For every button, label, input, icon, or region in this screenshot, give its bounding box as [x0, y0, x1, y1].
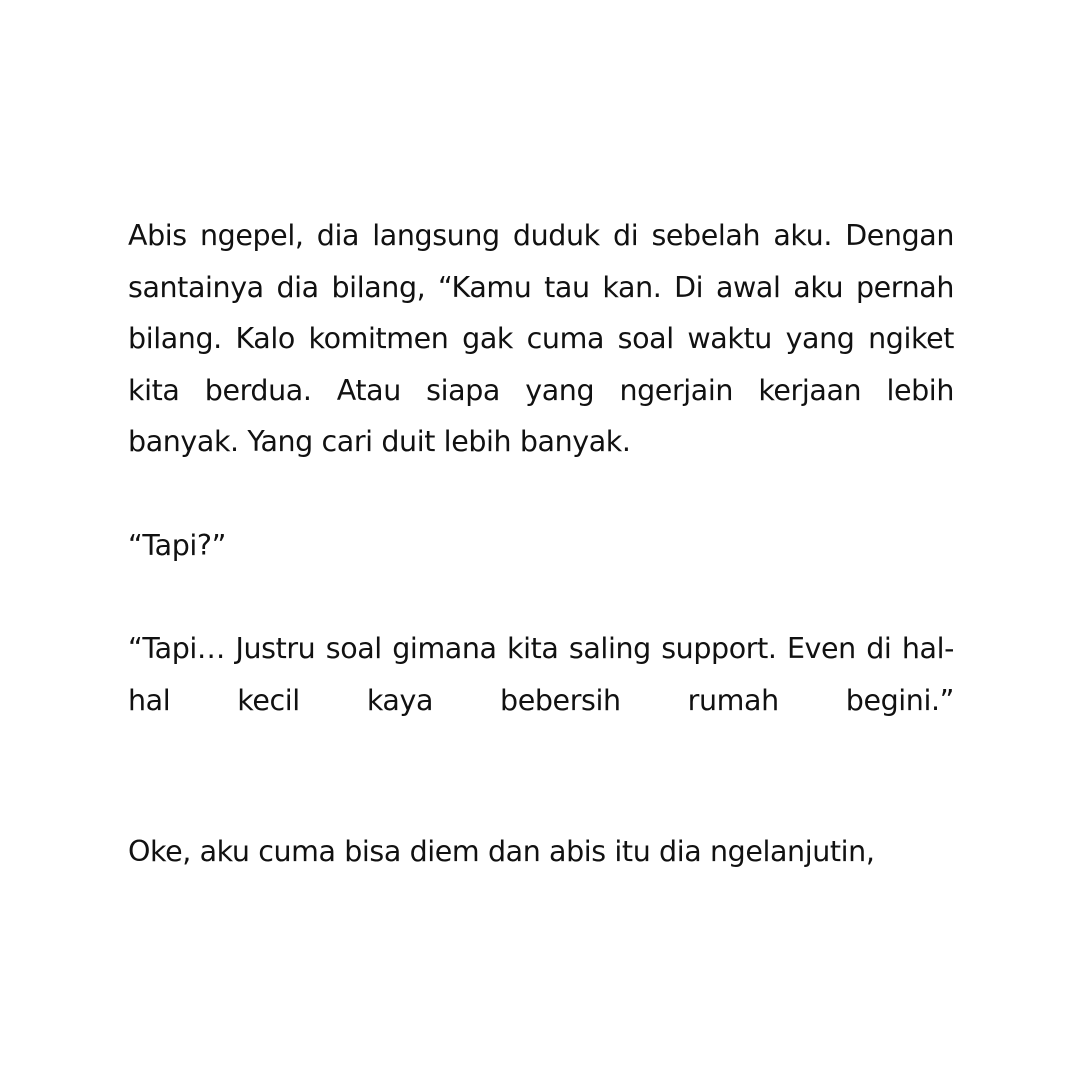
story-text-block: [128, 210, 954, 878]
paragraph-4: Oke, aku cuma bisa diem dan abis itu dia ngelanjutin,: [128, 835, 875, 868]
paragraph-1: Abis ngepel, dia langsung duduk di sebelah aku. Dengan santainya dia bilang, “Kamu tau kan. Di awal aku pernah bilang. Kalo komitmen gak cuma soal waktu yang ngiket kita berdua. Atau siapa yang ngerjain kerjaan lebih banyak. Yang cari duit lebih banyak.: [128, 219, 954, 458]
paragraph-2: “Tapi?”: [128, 528, 227, 562]
paragraph-3: “Tapi… Justru soal gimana kita saling support. Even di hal-hal kecil kaya bebersih rumah begini.”: [128, 632, 954, 717]
